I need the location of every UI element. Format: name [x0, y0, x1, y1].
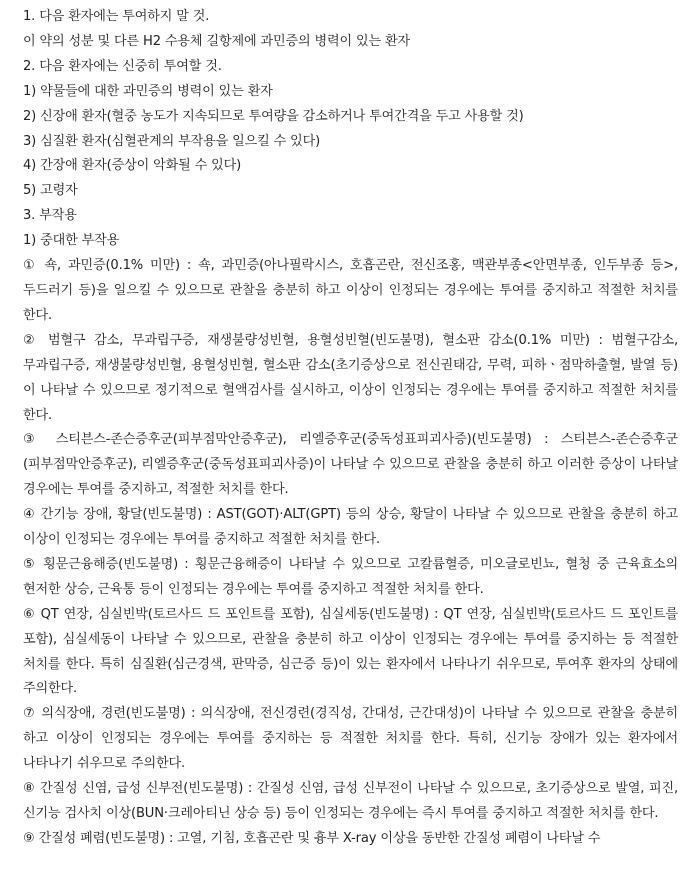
document-body — [0, 5, 684, 852]
paragraph-caution-item-3: 3) 심질환 환자(심혈관계의 부작용을 일으킬 수 있다) — [23, 133, 321, 149]
paragraph-side-effect-1: ① 쇽, 과민증(0.1% 미만) : 쇽, 과민증(아나필락시스, 호흡곤란, 전신조홍, 맥관부종<안면부종, 인두부종 등>, 두드러기 등)을 일으킬 수 있으므로 관찰을 충분히 하고 이상이 인정되는 경우에는 투여를 중지하고 적절한 처치를 한다. — [23, 258, 678, 323]
paragraph-side-effect-6: ⑥ QT 연장, 심실빈박(토르사드 드 포인트를 포함), 심실세동(빈도불명) : QT 연장, 심실빈박(토르사드 드 포인트를 포함), 심실세동이 나타날 수 있으므로, 관찰을 충분히 하고 이상이 인정되는 경우에는 투여를 중지하는 등 적절한 처치를 한다. 특히 심질환(심근경색, 판막증, 심근증 등)이 있는 환자에서 나타나기 쉬우므로, 투여후 환자의 상태에 주의한다. — [23, 606, 678, 697]
paragraph-side-effect-9: ⑨ 간질성 폐렴(빈도불명) : 고열, 기침, 호흡곤란 및 흉부 X-ray 이상을 동반한 간질성 폐렴이 나타날 수 — [23, 830, 601, 846]
paragraph-side-effect-8: ⑧ 간질성 신염, 급성 신부전(빈도불명) : 간질성 신염, 급성 신부전이 나타날 수 있으므로, 초기증상으로 발열, 피진, 신기능 검사치 이상(BUN·크레아티닌 상승 등) 등이 인정되는 경우에는 즉시 투여를 중지하고 적절한 처치를 한다. — [23, 781, 678, 821]
paragraph-caution-item-1: 1) 약물들에 대한 과민증의 병력이 있는 환자 — [23, 83, 273, 99]
paragraph-serious-side-effects-heading: 1) 중대한 부작용 — [23, 233, 120, 249]
paragraph-caution-item-2: 2) 신장애 환자(혈중 농도가 지속되므로 투여량을 감소하거나 투여간격을 두고 사용할 것) — [23, 108, 524, 124]
paragraph-caution-item-5: 5) 고령자 — [23, 183, 78, 199]
paragraph-caution-item-4: 4) 간장애 환자(증상이 악화될 수 있다) — [23, 158, 242, 174]
paragraph-contraindication-heading: 1. 다음 환자에는 투여하지 말 것. — [23, 9, 210, 24]
paragraph-side-effect-2: ② 범혈구 감소, 무과립구증, 재생불량성빈혈, 용혈성빈혈(빈도불명), 혈소판 감소(0.1% 미만) : 범혈구감소, 무과립구증, 재생불량성빈혈, 용혈성빈혈, 혈소판 감소(초기증상으로 전신권태감, 무력, 피하ㆍ점막하출혈, 발열 등)이 나타날 수 있으므로 정기적으로 혈액검사를 실시하고, 이상이 인정되는 경우에는 투여를 중지하고 적절한 처치를 한다. — [23, 332, 678, 423]
paragraph-side-effect-3: ③ 스티븐스-존슨증후군(피부점막안증후군), 리엘증후군(중독성표피괴사증)(빈도불명) : 스티븐스-존슨증후군(피부점막안증후군), 리엘증후군(중독성표피괴사증)이 나타날 수 있으므로 관찰을 충분히 하고 이러한 증상이 나타날 경우에는 투여를 중지하고, 적절한 처치를 한다. — [23, 432, 678, 498]
paragraph-side-effects-heading: 3. 부작용 — [23, 208, 77, 224]
paragraph-side-effect-4: ④ 간기능 장애, 황달(빈도불명) : AST(GOT)·ALT(GPT) 등의 상승, 황달이 나타날 수 있으므로 관찰을 충분히 하고 이상이 인정되는 경우에는 투여를 중지하고 적절한 처치를 한다. — [23, 507, 678, 548]
paragraph-side-effect-7: ⑦ 의식장애, 경련(빈도불명) : 의식장애, 전신경련(경직성, 간대성, 근간대성)이 나타날 수 있으므로 관찰을 충분히 하고 이상이 인정되는 경우에는 투여를 중지하는 등 적절한 처치를 한다. 특히, 신기능 장애가 있는 환자에서 나타나기 쉬우므로 주의한다. — [23, 706, 678, 772]
paragraph-contraindication-text: 이 약의 성분 및 다른 H2 수용체 길항제에 과민증의 병력이 있는 환자 — [23, 33, 410, 49]
paragraph-caution-heading: 2. 다음 환자에는 신중히 투여할 것. — [23, 58, 222, 74]
paragraph-side-effect-5: ⑤ 횡문근융해증(빈도불명) : 횡문근융해증이 나타날 수 있으므로 고칼륨혈증, 미오글로빈뇨, 혈청 중 근육효소의 현저한 상승, 근육통 등이 인정되는 경우에는 투여를 중지하고 적절한 처치를 한다. — [23, 556, 678, 597]
